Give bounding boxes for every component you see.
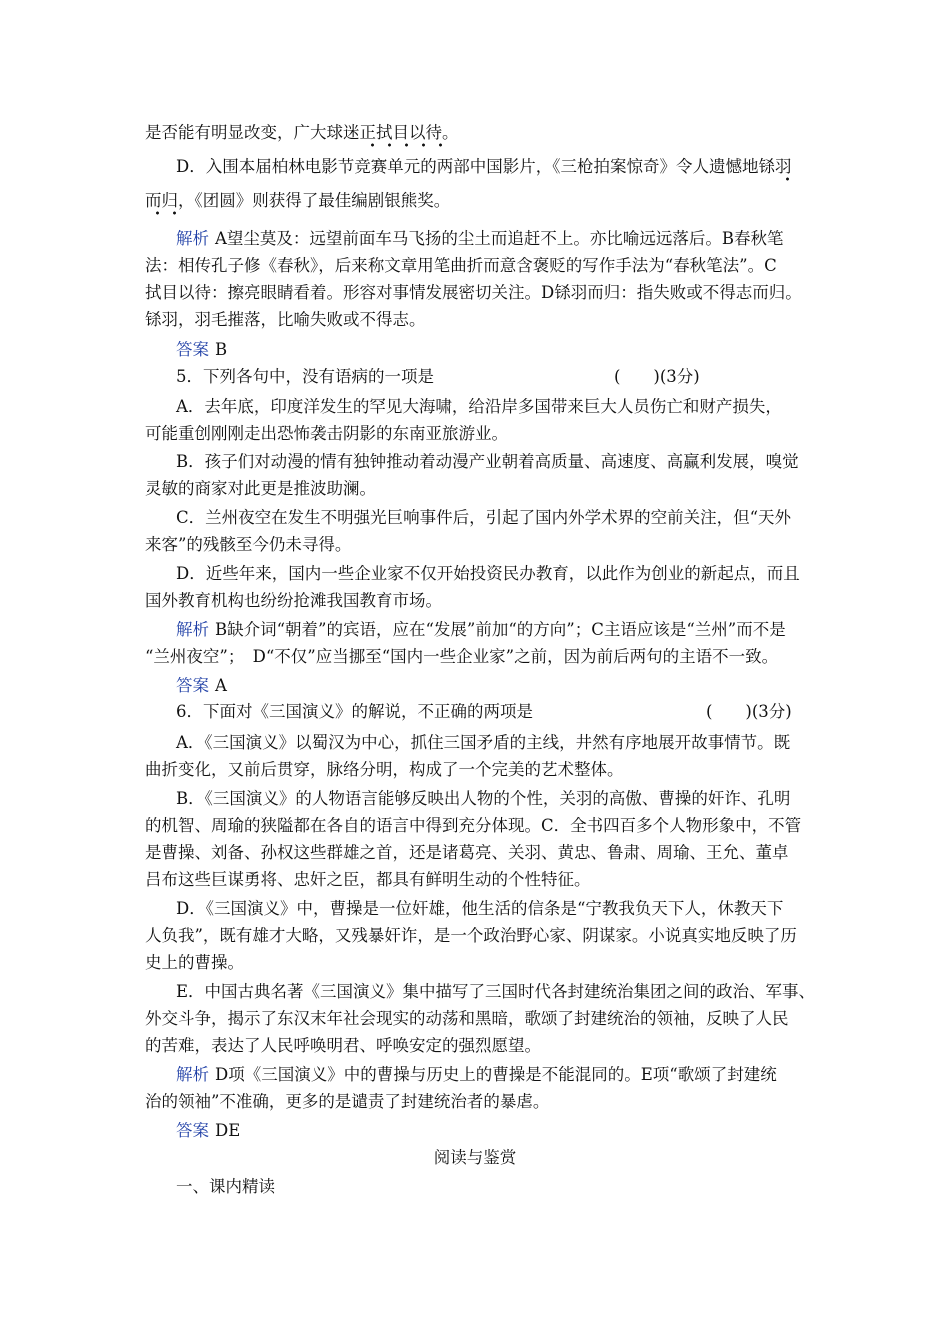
q5-stem: 5．下列各句中，没有语病的一项是 xyxy=(176,367,434,386)
q6-answer xyxy=(176,1121,846,1141)
q6-option-line: 的机智、周瑜的狭隘都在各自的语言中得到充分体现。C．全书四百多个人物形象中，不管 xyxy=(145,816,802,835)
q4-answer xyxy=(176,340,846,360)
q4-c-line xyxy=(145,123,815,143)
analysis-label: 解析 xyxy=(176,229,209,248)
analysis-label: 解析 xyxy=(176,1065,209,1084)
answer-value: A xyxy=(215,676,227,695)
answer-value: DE xyxy=(215,1121,241,1140)
q4-analysis-line2: 法：相传孔子修《春秋》，后来称文章用笔曲折而意含褒贬的写作手法为“春秋笔法”。C xyxy=(145,256,777,275)
answer-value: B xyxy=(215,340,228,359)
q6-option-line: 的苦难，表达了人民呼唤明君、呼唤安定的强烈愿望。 xyxy=(145,1036,541,1055)
subsection-title: 一、课内精读 xyxy=(176,1177,275,1196)
q5-score: ( )(3分) xyxy=(614,367,700,386)
q5-option-line: 来客”的残骸至今仍未寻得。 xyxy=(145,535,352,554)
q6-option-line: 曲折变化，又前后贯穿，脉络分明，构成了一个完美的艺术整体。 xyxy=(145,760,624,779)
text-span: A望尘莫及：远望前面车马飞扬的尘土而追赶不上。亦比喻远远落后。B春秋笔 xyxy=(215,229,784,248)
emphasis-dotted: 羽 xyxy=(775,157,792,182)
q5-option-line: A．去年底，印度洋发生的罕见大海啸，给沿岸多国带来巨大人员伤亡和财产损失， xyxy=(176,397,782,416)
text-span: B缺介词“朝着”的宾语，应在“发展”前加“的方向”；C主语应该是“兰州”而不是 xyxy=(215,620,786,639)
q5-option-line: 灵敏的商家对此更是推波助澜。 xyxy=(145,479,376,498)
answer-label: 答案 xyxy=(176,676,209,695)
q6-option-line: 外交斗争，揭示了东汉末年社会现实的动荡和黑暗，歌颂了封建统治的领袖，反映了人民 xyxy=(145,1009,789,1028)
emphasis-dotted: 而归 xyxy=(145,191,178,216)
q5-option-line: D．近些年来，国内一些企业家不仅开始投资民办教育，以此作为创业的新起点，而且 xyxy=(176,564,800,583)
q6-option-line: D．《三国演义》中，曹操是一位奸雄，他生活的信条是“宁教我负天下人，休教天下 xyxy=(176,899,784,918)
answer-label: 答案 xyxy=(176,1121,209,1140)
q5-analysis-line1 xyxy=(176,620,846,640)
q5-option-line: B．孩子们对动漫的情有独钟推动着动漫产业朝着高质量、高速度、高赢利发展，嗅觉 xyxy=(176,452,799,471)
text-span: 。 xyxy=(442,123,459,142)
section-title: 阅读与鉴赏 xyxy=(433,1148,517,1167)
q5-option-line: C．兰州夜空在发生不明强光巨响事件后，引起了国内外学术界的空前关注，但“天外 xyxy=(176,508,792,527)
q5-answer xyxy=(176,676,846,696)
q6-option-line: 史上的曹操。 xyxy=(145,953,244,972)
q4-d-line2 xyxy=(145,191,815,211)
analysis-label: 解析 xyxy=(176,620,209,639)
text-span: 是否能有明显改变，广大球迷 xyxy=(145,123,360,142)
answer-label: 答案 xyxy=(176,340,209,359)
q6-score: ( )(3分) xyxy=(706,702,792,721)
text-span: D．入围本届柏林电影节竞赛单元的两部中国影片，《三枪拍案惊奇》令人遗憾地铩 xyxy=(176,157,775,176)
q6-stem: 6．下面对《三国演义》的解说，不正确的两项是 xyxy=(176,702,533,721)
text-span: D项《三国演义》中的曹操与历史上的曹操是不能混同的。E项“歌颂了封建统 xyxy=(215,1065,777,1084)
q6-option-line: 人负我”，既有雄才大略，又残暴奸诈，是一个政治野心家、阴谋家。小说真实地反映了历 xyxy=(145,926,797,945)
q6-option-line: A．《三国演义》以蜀汉为中心，抓住三国矛盾的主线，井然有序地展开故事情节。既 xyxy=(176,733,791,752)
q5-option-line: 国外教育机构也纷纷抢滩我国教育市场。 xyxy=(145,591,442,610)
q6-option-line: 吕布这些巨谋勇将、忠奸之臣，都具有鲜明生动的个性特征。 xyxy=(145,870,591,889)
q6-analysis-line1 xyxy=(176,1065,846,1085)
q6-option-line: 是曹操、刘备、孙权这些群雄之首，还是诸葛亮、关羽、黄忠、鲁肃、周瑜、王允、董卓 xyxy=(145,843,789,862)
q4-analysis-line1 xyxy=(176,229,846,249)
text-span: ，《团圆》则获得了最佳编剧银熊奖。 xyxy=(178,191,451,210)
q4-d-line1 xyxy=(176,157,846,177)
q6-option-line: B．《三国演义》的人物语言能够反映出人物的个性，关羽的高傲、曹操的奸诈、孔明 xyxy=(176,789,791,808)
q5-option-line: 可能重创刚刚走出恐怖袭击阴影的东南亚旅游业。 xyxy=(145,424,508,443)
q4-analysis-line4: 铩羽，羽毛摧落，比喻失败或不得志。 xyxy=(145,310,426,329)
emphasis-dotted: 正拭目以待 xyxy=(360,123,443,148)
q6-analysis-line2: 治的领袖”不准确，更多的是谴责了封建统治者的暴虐。 xyxy=(145,1092,550,1111)
q4-analysis-line3: 拭目以待：擦亮眼睛看着。形容对事情发展密切关注。D铩羽而归：指失败或不得志而归。 xyxy=(145,283,802,302)
q6-option-line: E．中国古典名著《三国演义》集中描写了三国时代各封建统治集团之间的政治、军事、 xyxy=(176,982,816,1001)
q5-analysis-line2: “兰州夜空”； D“不仅”应当挪至“国内一些企业家”之前，因为前后两句的主语不一致。 xyxy=(145,647,779,666)
